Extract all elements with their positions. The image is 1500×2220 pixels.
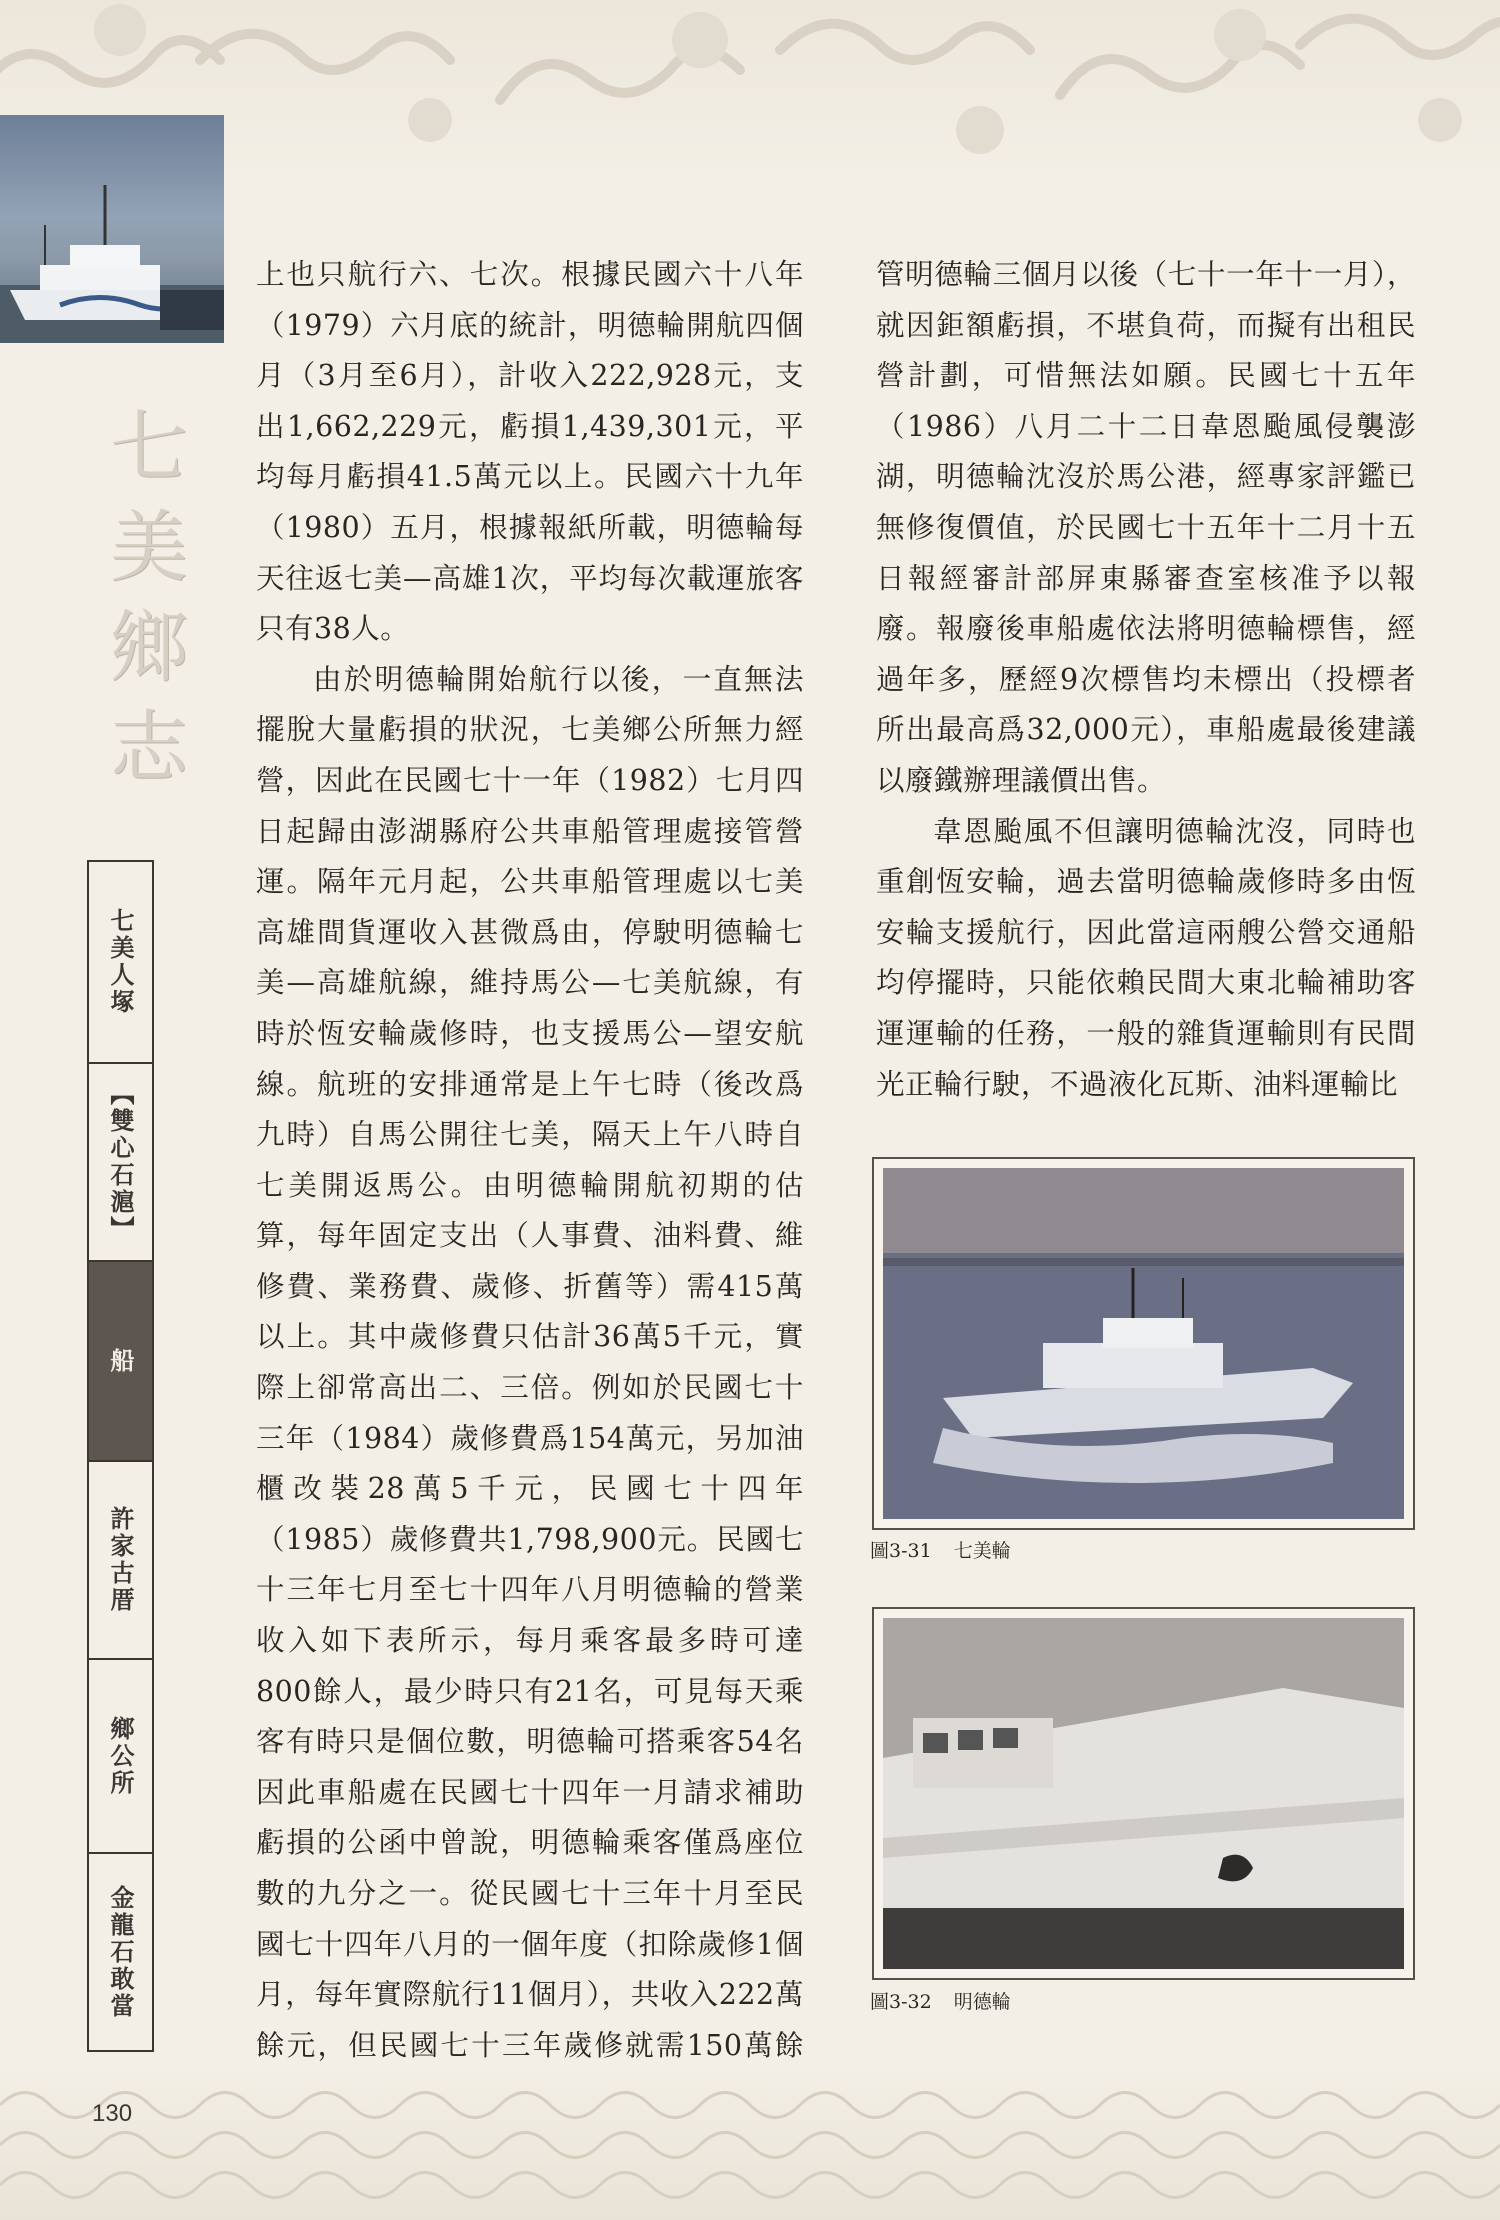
ship-thumbnail-image xyxy=(0,115,224,343)
book-title-char: 七 xyxy=(110,403,189,493)
chapter-side-nav xyxy=(87,860,154,2052)
book-title-char: 鄉 xyxy=(110,603,189,693)
nav-tab-stone-talisman[interactable]: 金龍石敢當 xyxy=(106,1884,135,2020)
nav-tab-ships[interactable]: 船 xyxy=(89,1262,152,1462)
figure-title: 七美輪 xyxy=(953,1540,1011,1562)
figure-number: 圖3-32 xyxy=(870,1991,932,2013)
figure-photo-qimei-ship xyxy=(872,1157,1415,1530)
decorative-cloud-header xyxy=(0,0,1500,175)
paragraph: 韋恩颱風不但讓明德輪沈沒，同時也重創恆安輪，過去當明德輪歲修時多由恆安輪支援航行，因此當這兩艘公營交通船均停擺時，只能依賴民間大東北輪補助客運運輸的任務，一般的雜貨運輸則有民間光正輪行駛，不過液化瓦斯、油料運輸比 xyxy=(876,814,1416,1101)
nav-tab-seven-beauties-tomb[interactable]: 七美人塚 xyxy=(89,862,152,1064)
nav-tab-hsu-family-house[interactable]: 許家古厝 xyxy=(89,1462,152,1660)
paragraph: 管明德輪三個月以後（七十一年十一月），就因鉅額虧損，不堪負荷，而擬有出租民營計劃，可惜無法如願。民國七十五年（1986）八月二十二日韋恩颱風侵襲澎湖，明德輪沈沒於馬公港，經專家評鑑已無修復價值，於民國七十五年十二月十五日報經審計部屏東縣審查室核准予以報廢。報廢後車船處依法將明德輪標售，經過年多，歷經9次標售均未標出（投標者所出最高爲32,000元），車船處最後建議以廢鐵辦理議價出售。 xyxy=(876,258,1416,797)
nav-tab-township-office[interactable]: 鄉公所 xyxy=(89,1660,152,1854)
figure-photo-mingde-ship xyxy=(872,1607,1415,1980)
paragraph: 上也只航行六、七次。根據民國六十八年（1979）六月底的統計，明德輪開航四個月（3月至6月），計收入222,928元，支出1,662,229元，虧損1,439,301元，平均每月虧損41.5萬元以上。民國六十九年（1980）五月，根據報紙所載，明德輪每天往返七美—高雄1次，平均每次載運旅客只有38人。 xyxy=(256,258,804,646)
decorative-wave-footer xyxy=(0,2065,1500,2220)
figure-title: 明德輪 xyxy=(953,1991,1011,2013)
book-title-char: 美 xyxy=(110,503,189,593)
figure-number: 圖3-31 xyxy=(870,1540,932,1562)
book-title-calligraphy xyxy=(70,385,230,815)
book-title-char: 志 xyxy=(110,703,189,793)
nav-tab-twin-hearts-weir[interactable]: 【雙心石滬】 xyxy=(89,1064,152,1262)
right-text-column xyxy=(876,250,1416,1110)
figure-caption xyxy=(870,1987,1011,2014)
figure-caption xyxy=(870,1536,1011,1563)
paragraph: 由於明德輪開始航行以後，一直無法擺脫大量虧損的狀況，七美鄉公所無力經營，因此在民國七十一年（1982）七月四日起歸由澎湖縣府公共車船管理處接管營運。隔年元月起，公共車船管理處以七美高雄間貨運收入甚微爲由，停駛明德輪七美—高雄航線，維持馬公—七美航線，有時於恆安輪歲修時，也支援馬公—望安航線。航班的安排通常是上午七時（後改爲九時）自馬公開往七美，隔天上午八時自七美開返馬公。由明德輪開航初期的估算，每年固定支出（人事費、油料費、維修費、業務費、歲修、折舊等）需415萬以上。其中歲修費只估計36萬5千元，實際上卻常高出二、三倍。例如於民國七十三年（1984）歲修費爲154萬元，另加油櫃改裝28萬5千元，民國七十四年（1985）歲修費共1,798,900元。民國七十三年七月至七十四年八月明德輪的營業收入如下表所示，每月乘客最多時可達800餘人，最少時只有21名，可見每天乘客有時只是個位數，明德輪可搭乘客54名因此車船處在民國七十四年一月請求補助虧損的公函中曾說，明德輪乘客僅爲座位數的九分之一。從民國七十三年十月至民國七十四年八月的一個年度（扣除歲修1個月，每年實際航行11個月），共收入222萬餘元，但民國七十三年歲修就需150萬餘 xyxy=(256,662,804,2062)
page-number: 130 xyxy=(92,2100,133,2127)
left-text-column xyxy=(256,250,804,2122)
